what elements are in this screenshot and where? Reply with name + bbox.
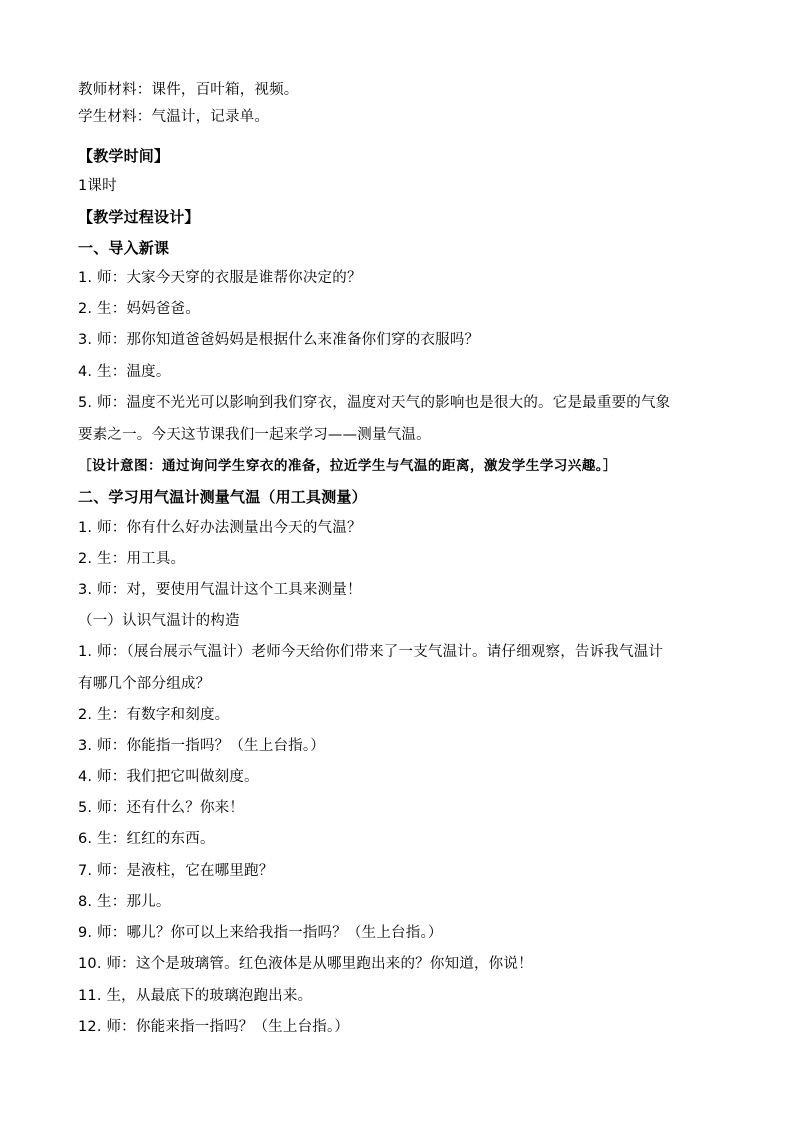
list-item: 5. 师：温度不光光可以影响到我们穿衣，温度对天气的影响也是很大的。它是最重要的气象 bbox=[78, 395, 671, 411]
student-materials: 学生材料：气温计，记录单。 bbox=[78, 109, 270, 125]
list-item: 12. 师：你能来指一指吗？（生上台指。） bbox=[78, 1019, 350, 1035]
list-item-continuation: 有哪几个部分组成？ bbox=[78, 676, 211, 692]
process-heading: 【教学过程设计】 bbox=[78, 208, 200, 226]
list-item: 2. 生：妈妈爸爸。 bbox=[78, 301, 200, 317]
list-item: 6. 生：红红的东西。 bbox=[78, 831, 215, 847]
list-item-continuation: 要素之一。今天这节课我们一起来学习——测量气温。 bbox=[78, 427, 431, 443]
part2-title: 二、学习用气温计测量气温（用工具测量） bbox=[78, 488, 367, 506]
subsection-title: （一）认识气温计的构造 bbox=[78, 613, 240, 629]
list-item: 7. 师：是液柱，它在哪里跑？ bbox=[78, 863, 274, 879]
list-item: 4. 师：我们把它叫做刻度。 bbox=[78, 769, 259, 785]
teacher-materials: 教师材料：课件，百叶箱，视频。 bbox=[78, 82, 299, 98]
list-item: 3. 师：对，要使用气温计这个工具来测量！ bbox=[78, 582, 362, 598]
list-item: 2. 生：用工具。 bbox=[78, 551, 186, 567]
time-value: 1课时 bbox=[78, 178, 117, 194]
list-item: 5. 师：还有什么？你来！ bbox=[78, 800, 245, 816]
list-item: 8. 生：那儿。 bbox=[78, 894, 171, 910]
list-item: 11. 生，从最底下的玻璃泡跑出来。 bbox=[78, 988, 313, 1004]
list-item: 2. 生：有数字和刻度。 bbox=[78, 707, 230, 723]
list-item: 9. 师：哪儿？你可以上来给我指一指吗？（生上台指。） bbox=[78, 925, 443, 941]
list-item: 4. 生：温度。 bbox=[78, 364, 171, 380]
list-item: 1. 师：大家今天穿的衣服是谁帮你决定的？ bbox=[78, 270, 362, 286]
time-heading: 【教学时间】 bbox=[78, 147, 170, 165]
list-item: 3. 师：你能指一指吗？（生上台指。） bbox=[78, 738, 325, 754]
design-intent-note: ［设计意图：通过询问学生穿衣的准备，拉近学生与气温的距离，激发学生学习兴趣。］ bbox=[78, 458, 617, 474]
list-item: 10. 师：这个是玻璃管。红色液体是从哪里跑出来的？你知道，你说！ bbox=[78, 956, 533, 972]
list-item: 1. 师：（展台展示气温计）老师今天给你们带来了一支气温计。请仔细观察，告诉我气温计 bbox=[78, 644, 664, 660]
list-item: 1. 师：你有什么好办法测量出今天的气温？ bbox=[78, 520, 362, 536]
list-item: 3. 师：那你知道爸爸妈妈是根据什么来准备你们穿的衣服吗？ bbox=[78, 332, 480, 348]
part1-title: 一、导入新课 bbox=[78, 239, 170, 257]
